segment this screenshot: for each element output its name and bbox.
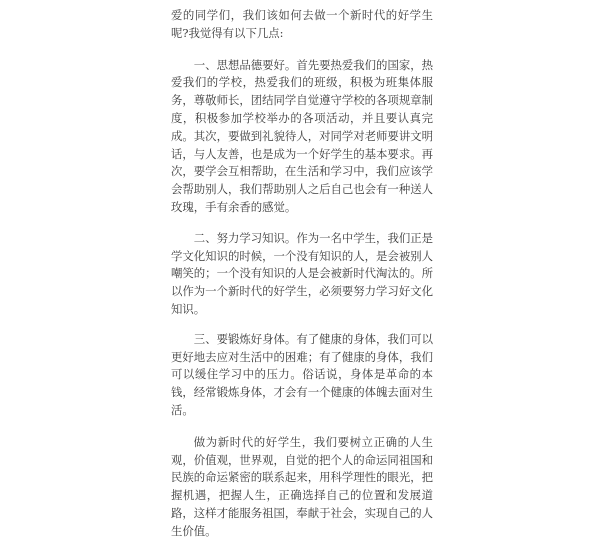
paragraph-moral-character: 一、思想品德要好。首先要热爱我们的国家，热爱我们的学校，热爱我们的班级，积极为班集体服务，尊敬师长，团结同学自觉遵守学校的各项规章制度，积极参加学校举办的各项活动，并且要认真完成。其次，要做到礼貌待人，对同学对老师要讲文明话，与人友善，也是成为一个好学生的基本要求。再次，要学会互相帮助，在生活和学习中，我们应该学会帮助别人，我们帮助别人之后自己也会有一种送人玫瑰，手有余香的感觉。 [171, 57, 434, 214]
document-body [171, 7, 433, 541]
intro-paragraph: 爱的同学们，我们该如何去做一个新时代的好学生呢?我觉得有以下几点: [171, 8, 433, 40]
paragraph-conclusion: 做为新时代的好学生，我们要树立正确的人生观，价值观，世界观，自觉的把个人的命运同祖国和民族的命运紧密的联系起来，用科学理性的眼光，把握机遇，把握人生，正确选择自己的位置和发展道路，这样才能服务祖国，奉献于社会，实现自己的人生价值。 [171, 434, 433, 538]
paragraph-study-knowledge: 二、努力学习知识。作为一名中学生，我们正是学文化知识的时候，一个没有知识的人，是会被别人嘲笑的；一个没有知识的人是会被新时代淘汰的。所以作为一个新时代的好学生，必须要努力学习好文化知识。 [171, 230, 434, 316]
paragraph-physical-exercise: 三、要锻炼好身体。有了健康的身体，我们可以更好地去应对生活中的困难；有了健康的身体，我们可以缓住学习中的压力。俗话说，身体是革命的本钱，经常锻炼身体，才会有一个健康的体魄去面对生活。 [171, 331, 434, 417]
